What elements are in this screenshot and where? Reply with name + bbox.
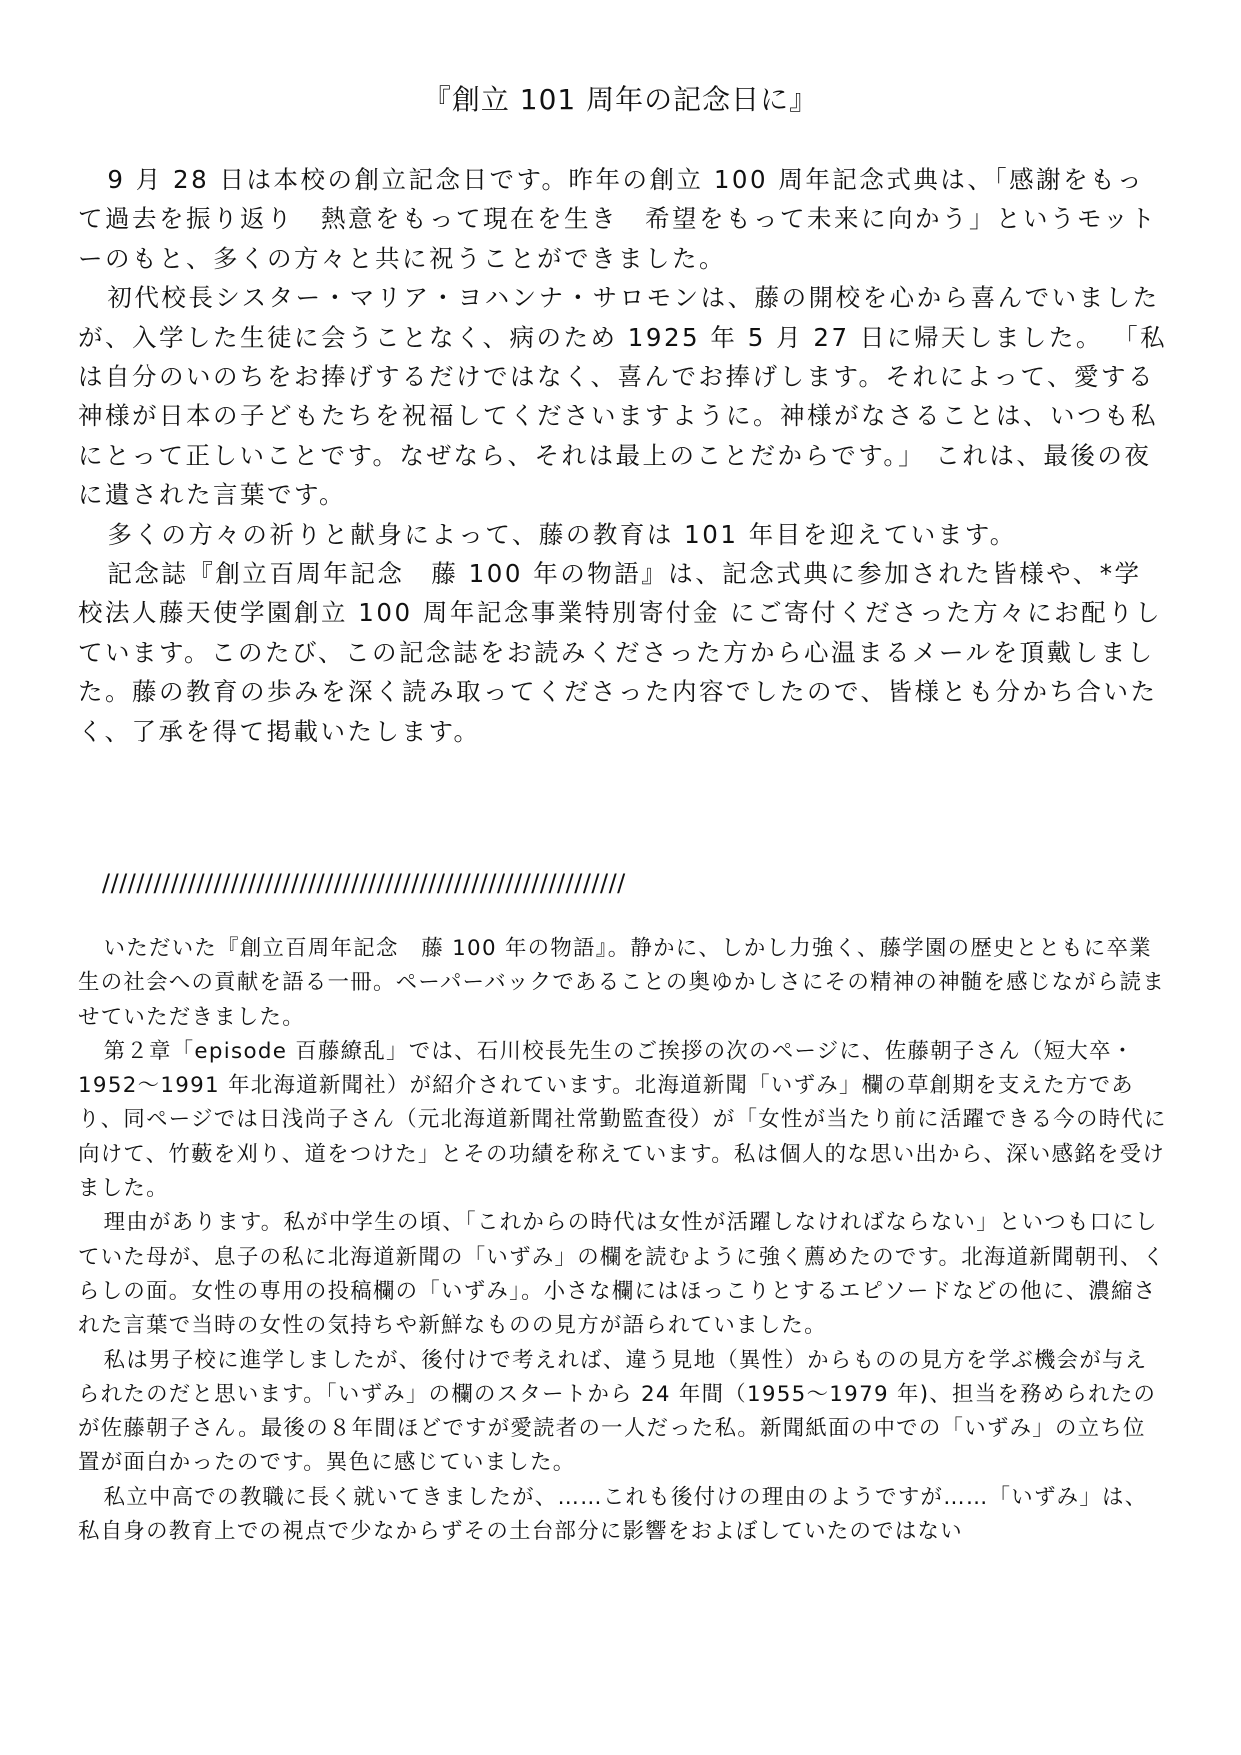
page-title: 『創立 101 周年の記念日に』 [422,83,819,116]
letter-paragraph-boys-school: 私は男子校に進学しましたが、後付けで考えれば、違う見地（異性）からものの見方を学ぶ機会が与えられたのだと思います。「いずみ」の欄のスタートから 24 年間（1955～1979 年)、担当を務められたのが佐藤朝子さん。最後の８年間ほどですが愛読者の一人だった私。新聞紙面の中での「いずみ」の立ち位置が面白かったのです。異色に感じていました。 [78,1347,1157,1476]
letter-paragraph-chapter2: 第２章「episode 百藤繚乱」では、石川校長先生のご挨拶の次のページに、佐藤朝子さん（短大卒・1952～1991 年北海道新聞社）が紹介されています。北海道新聞「いずみ」欄の草創期を支えた方であり、同ページでは日浅尚子さん（元北海道新聞社常勤監査役）が「女性が当たり前に活躍できる今の時代に向けて、竹藪を刈り、道をつけた」とその功績を称えています。私は個人的な思い出から、深い感銘を受けました。 [78,1038,1167,1202]
intro-paragraph-anniversary: 9 月 28 日は本校の創立記念日です。昨年の創立 100 周年記念式典は、「感謝をもって過去を振り返り 熱意をもって現在を生き 希望をもって未来に向かう」というモットーのもと、多くの方々と共に祝うことができました。 [78,165,1158,273]
letter-paragraph-reason: 理由があります。私が中学生の頃、「これからの時代は女性が活躍しなければならない」といつも口にしていた母が、息子の私に北海道新聞の「いずみ」の欄を読むように強く薦めたのです。北海道新聞朝刊、くらしの面。女性の専用の投稿欄の「いずみ」。小さな欄にはほっこりとするエピソードなどの他に、濃縮された言葉で当時の女性の気持ちや新鮮なものの見方が語られていました。 [78,1210,1166,1339]
intro-section [78,160,1168,751]
letter-section [78,932,1168,1549]
letter-paragraph-teaching: 私立中高での教職に長く就いてきましたが、……これも後付けの理由のようですが……「いずみ」は、私自身の教育上での視点で少なからずその土台部分に影響をおよぼしていたのではない [78,1484,1148,1545]
intro-paragraph-101-years: 多くの方々の祈りと献身によって、藤の教育は 101 年目を迎えています。 [107,519,1017,549]
section-separator: ///////////////////////////////////////////////////////////// [102,869,626,897]
letter-paragraph-book: いただいた『創立百周年記念 藤 100 年の物語』。静かに、しかし力強く、藤学園の歴史とともに卒業生の社会への貢献を語る一冊。ペーパーバックであることの奥ゆかしさにその精神の神髄を感じながら読ませていただきました。 [78,936,1166,1030]
intro-paragraph-first-principal: 初代校長シスター・マリア・ヨハンナ・サロモンは、藤の開校を心から喜んでいましたが、入学した生徒に会うことなく、病のため 1925 年 5 月 27 日に帰天しました。 「私は自分のいのちをお捧げするだけではなく、喜んでお捧げします。それによって、愛する神様が日本の子どもたちを祝福してくださいますように。神様がなさることは、いつも私にとって正しいことです。なぜなら、それは最上のことだからです。」 これは、最後の夜に遺された言葉です。 [78,283,1168,510]
intro-paragraph-commemorative-book: 記念誌『創立百周年記念 藤 100 年の物語』は、記念式典に参加された皆様や、*学校法人藤天使学園創立 100 周年記念事業特別寄付金 にご寄付くださった方々にお配りしています。このたび、この記念誌をお読みくださった方から心温まるメールを頂戴しました。藤の教育の歩みを深く読み取ってくださった内容でしたので、皆様とも分かち合いたく、了承を得て掲載いたします。 [78,559,1163,746]
